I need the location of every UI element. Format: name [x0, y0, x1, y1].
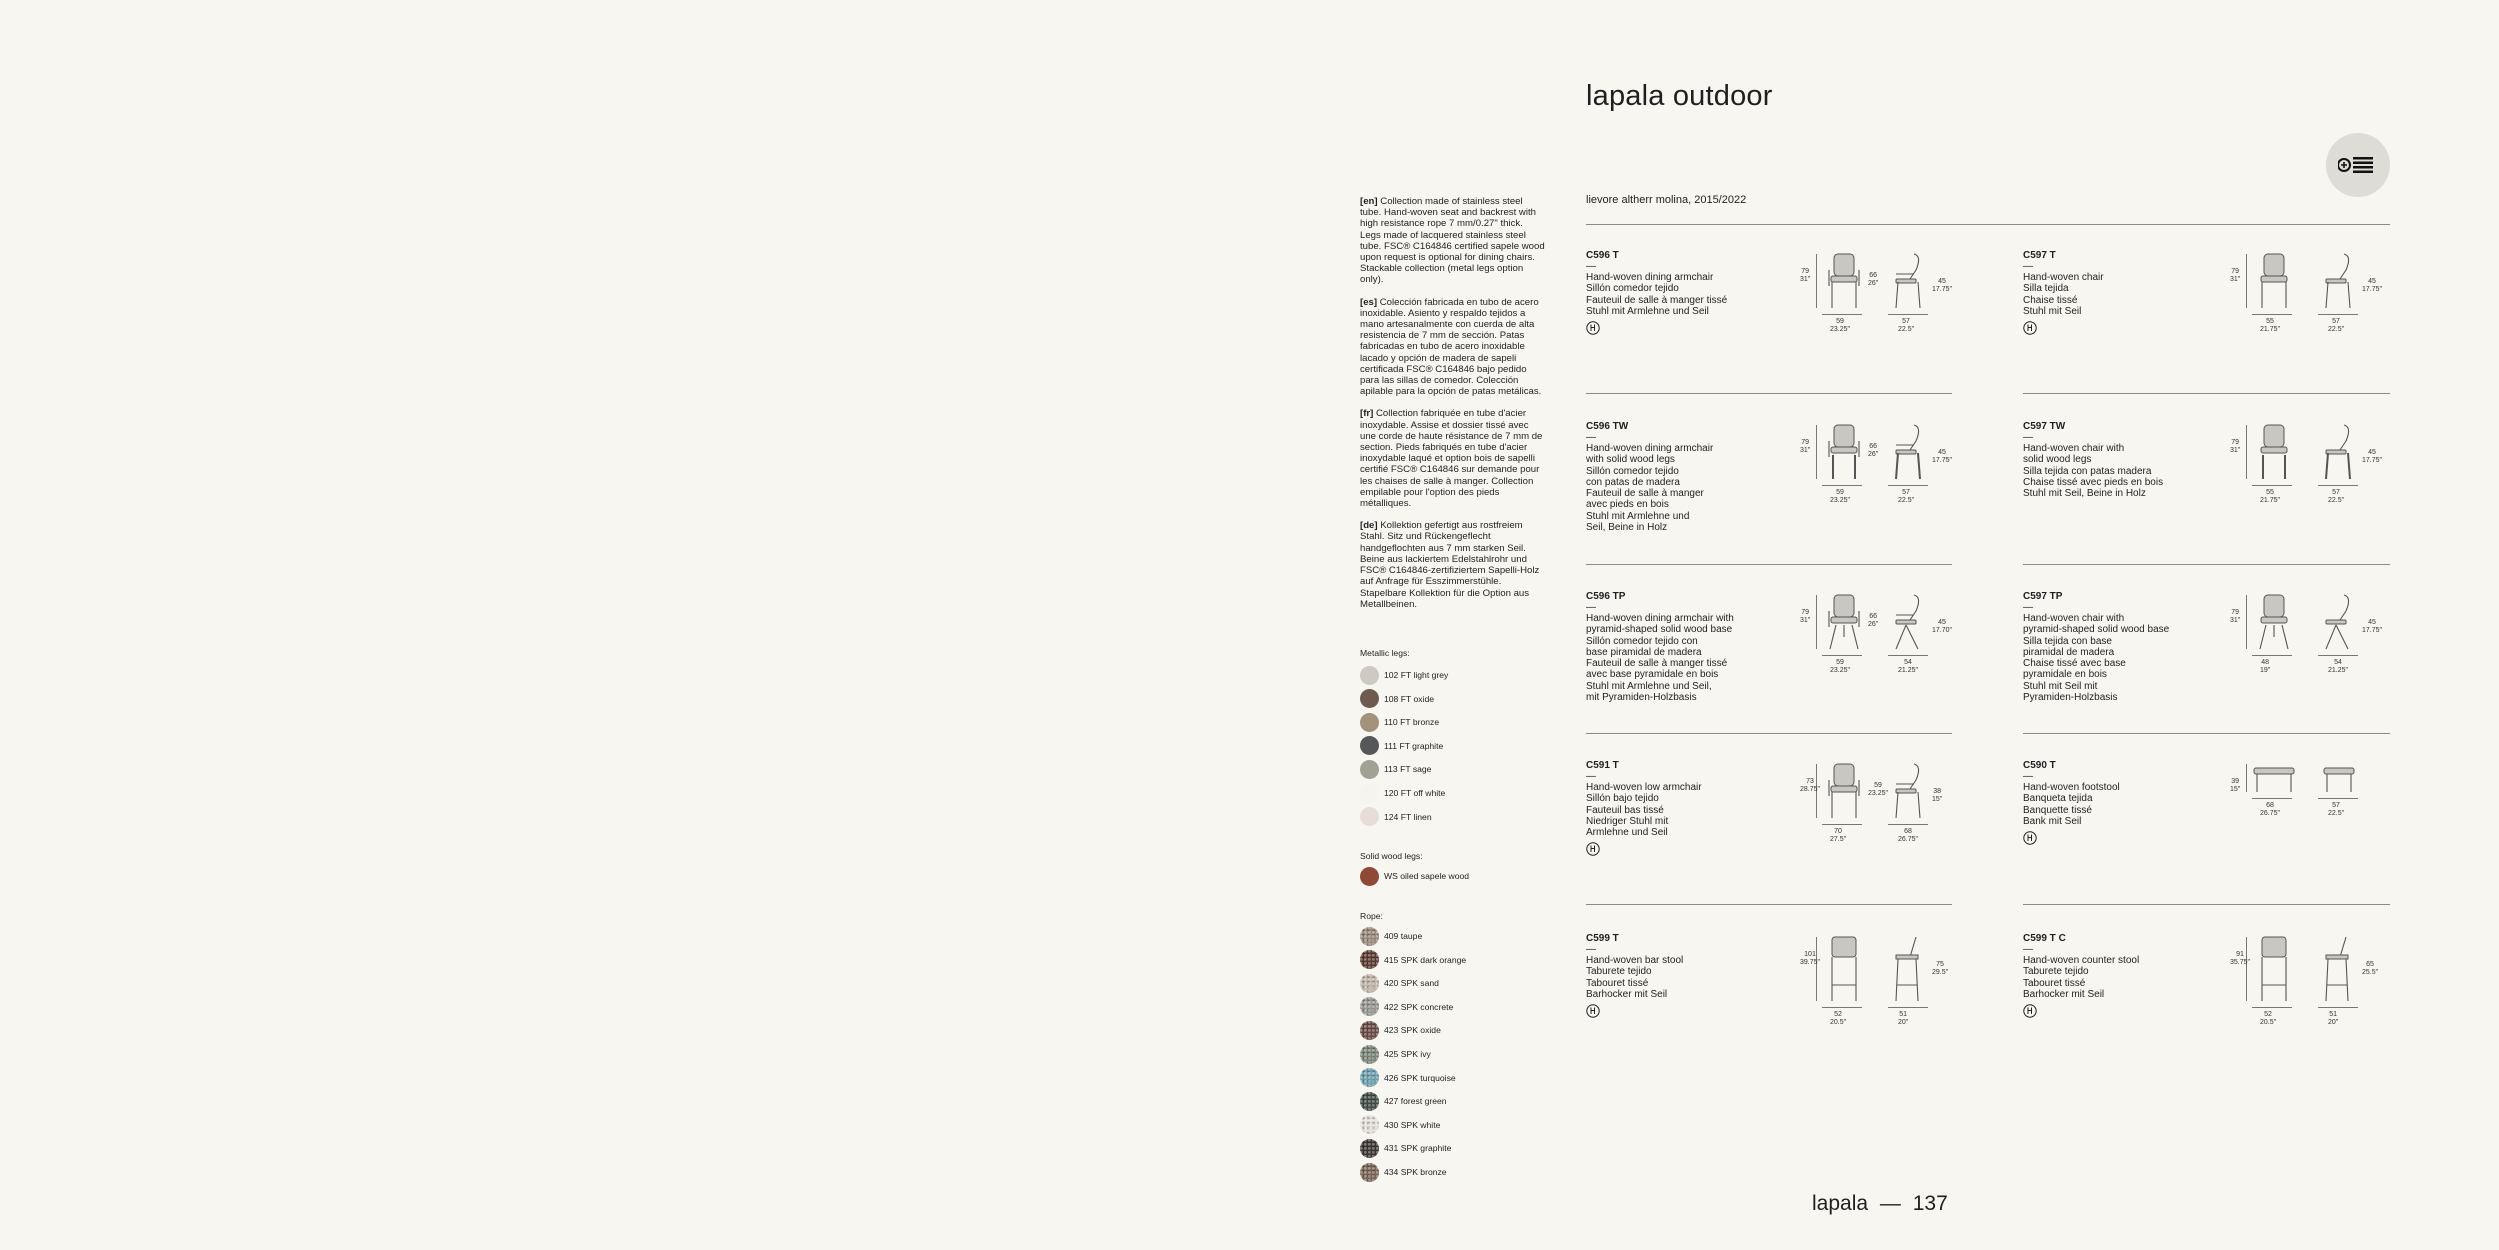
swatch-label: 108 FT oxide — [1384, 693, 1435, 704]
side-view-icon — [1892, 252, 1928, 310]
finish-swatch-item — [1360, 998, 1453, 1016]
dash: — — [2023, 602, 2033, 613]
front-view-icon — [2252, 593, 2296, 651]
width-line — [2252, 655, 2292, 656]
finish-swatch-item — [1360, 1116, 1440, 1134]
footer-brand: lapala — [1812, 1192, 1869, 1215]
height-line — [2246, 254, 2247, 308]
front-view-icon — [1822, 935, 1866, 1003]
width-line — [1822, 824, 1862, 825]
finish-swatch-item — [1360, 760, 1431, 778]
swatch-label: WS oiled sapele wood — [1384, 871, 1470, 881]
dimension-side_h: 65 25.5" — [2362, 961, 2379, 976]
side-view-icon — [1892, 593, 1928, 651]
dimension-w: 59 23.25" — [1830, 318, 1851, 333]
dimension-side_h: 45 17.75" — [2362, 619, 2383, 634]
swatch-label: 102 FT light grey — [1384, 670, 1449, 680]
stackable-icon — [2023, 1004, 2037, 1018]
height-line — [1816, 595, 1817, 649]
finish-swatch-item — [1360, 951, 1466, 969]
award-icon — [2338, 154, 2378, 176]
finish-swatch-item — [1360, 808, 1432, 826]
color-swatch — [1360, 666, 1379, 685]
product-item — [1586, 250, 1786, 340]
page-number: 137 — [1912, 1192, 1948, 1215]
product-divider — [2023, 564, 2390, 565]
dimension-h: 79 31" — [1800, 439, 1811, 454]
color-swatch — [1360, 713, 1379, 732]
depth-line — [1888, 314, 1928, 315]
front-view-icon — [2252, 423, 2296, 481]
stackable-icon — [1586, 842, 1600, 856]
finish-swatch-item — [1360, 867, 1469, 885]
swatch-label: 422 SPK concrete — [1384, 1001, 1454, 1012]
front-view-icon — [2252, 935, 2296, 1003]
front-view-icon — [2252, 252, 2296, 310]
product-divider — [1586, 564, 1952, 565]
product-code: C597 TW — [2023, 421, 2066, 432]
dimension-d: 57 22.5" — [1898, 489, 1915, 504]
height-line — [1816, 937, 1817, 1001]
side-view-icon — [2322, 423, 2358, 481]
depth-line — [2318, 485, 2358, 486]
swatch-label: 415 SPK dark orange — [1384, 954, 1467, 965]
color-swatch — [1360, 689, 1379, 708]
side-view-icon — [2322, 252, 2358, 310]
finish-swatch-item — [1360, 1139, 1451, 1157]
dash: — — [1586, 771, 1596, 782]
description-en: [en] Collection made of stainless steel tube. Hand-woven seat and backrest with high resistance rope 7 mm/0.27" thick. Legs made of lacquered stainless steel tube. FSC® C164846 certified sapele wood upon request is optional for dining chairs. Stackable collection (metal legs option only). — [1360, 196, 1545, 286]
side-view-icon — [2322, 762, 2358, 794]
finish-group-heading: Solid wood legs: — [1360, 851, 1423, 861]
swatch-label: 427 forest green — [1384, 1096, 1447, 1107]
finish-swatch-item — [1360, 1021, 1441, 1039]
width-line — [2252, 314, 2292, 315]
dimension-h: 73 28.75" — [1800, 778, 1821, 793]
product-divider — [2023, 904, 2390, 905]
product-code: C599 T — [1586, 933, 1619, 944]
product-item — [2023, 760, 2223, 850]
dimension-w: 48 19" — [2260, 659, 2271, 674]
product-names: Hand-woven bar stool Taburete tejido Tabouret tissé Barhocker mit Seil — [1586, 955, 1684, 1000]
color-swatch — [1360, 1092, 1379, 1111]
dimension-h: 79 31" — [1800, 609, 1811, 624]
dash: — — [1586, 261, 1596, 272]
product-names: Hand-woven dining armchair Sillón comedor tejido Fauteuil de salle à manger tissé Stuhl mit Armlehne und Seil — [1586, 272, 1728, 317]
swatch-label: 425 SPK ivy — [1384, 1049, 1431, 1059]
dash: — — [2023, 261, 2033, 272]
finish-swatch-item — [1360, 1092, 1447, 1110]
swatch-label: 426 SPK turquoise — [1384, 1072, 1456, 1083]
color-swatch — [1360, 997, 1379, 1016]
dimension-w: 59 23.25" — [1830, 489, 1851, 504]
product-names: Hand-woven chair with pyramid-shaped solid wood base Silla tejida con base piramidal de madera Chaise tissé avec base pyramidale en bois Stuhl mit Seil mit Pyramiden-Holzbasis — [2023, 613, 2170, 704]
design-award-badge — [2326, 133, 2390, 197]
dimension-h: 39 15" — [2230, 778, 2241, 793]
finish-swatch-item — [1360, 1045, 1431, 1063]
finish-group-heading: Rope: — [1360, 911, 1383, 921]
front-view-icon — [2252, 762, 2296, 794]
front-view-icon — [1822, 593, 1866, 651]
product-names: Hand-woven chair with solid wood legs Silla tejida con patas madera Chaise tissé avec pieds en bois Stuhl mit Seil, Beine in Holz — [2023, 443, 2164, 500]
height-line — [2246, 764, 2247, 792]
side-view-icon — [1892, 935, 1928, 1003]
dimension-h: 79 31" — [1800, 268, 1811, 283]
swatch-label: 124 FT linen — [1384, 811, 1432, 822]
dimension-d: 57 22.5" — [2328, 318, 2345, 333]
color-swatch — [1360, 1163, 1379, 1182]
swatch-label: 120 FT off white — [1384, 788, 1446, 798]
front-view-icon — [1822, 252, 1866, 310]
product-names: Hand-woven low armchair Sillón bajo tejido Fauteuil bas tissé Niedriger Stuhl mit Armlehne und Seil — [1586, 782, 1702, 839]
finish-swatch-item — [1360, 974, 1439, 992]
product-divider — [1586, 904, 1952, 905]
color-swatch — [1360, 927, 1379, 946]
height-line — [2246, 595, 2247, 649]
swatch-label: 113 FT sage — [1384, 764, 1432, 775]
product-divider — [2023, 393, 2390, 394]
finish-swatch-item — [1360, 690, 1434, 708]
color-swatch — [1360, 974, 1379, 993]
dimension-w: 70 27.5" — [1830, 828, 1847, 843]
product-drawing — [1822, 935, 1942, 1021]
finish-swatch-item — [1360, 784, 1445, 802]
product-code: C596 TP — [1586, 591, 1626, 602]
color-swatch — [1360, 736, 1379, 755]
color-swatch — [1360, 1139, 1379, 1158]
width-line — [2252, 798, 2292, 799]
product-divider — [2023, 733, 2390, 734]
product-names: Hand-woven counter stool Taburete tejido Tabouret tissé Barhocker mit Seil — [2023, 955, 2140, 1000]
dimension-seat_h: 66 26" — [1868, 272, 1879, 287]
height-line — [2246, 937, 2247, 1001]
front-view-icon — [1822, 762, 1866, 820]
color-swatch — [1360, 867, 1379, 886]
swatch-label: 111 FT graphite — [1384, 740, 1444, 751]
swatch-label: 423 SPK oxide — [1384, 1025, 1441, 1036]
product-item — [1586, 591, 1786, 703]
dimension-w: 55 21.75" — [2260, 318, 2281, 333]
product-code: C597 TP — [2023, 591, 2063, 602]
finish-swatch-item — [1360, 1163, 1447, 1181]
product-code: C597 T — [2023, 250, 2056, 261]
dimension-seat_h: 59 23.25" — [1868, 782, 1889, 797]
dash: — — [1586, 602, 1596, 613]
finish-swatch-item — [1360, 1069, 1456, 1087]
dash: — — [2023, 432, 2033, 443]
width-line — [2252, 1007, 2292, 1008]
swatch-label: 434 SPK bronze — [1384, 1167, 1447, 1177]
side-view-icon — [2322, 935, 2358, 1003]
height-line — [1816, 254, 1817, 308]
product-code: C599 T C — [2023, 933, 2066, 944]
finish-swatch-item — [1360, 737, 1443, 755]
dimension-h: 79 31" — [2230, 439, 2241, 454]
product-divider — [1586, 733, 1952, 734]
product-item — [2023, 591, 2223, 703]
product-names: Hand-woven dining armchair with solid wood legs Sillón comedor tejido con patas de madera Fauteuil de salle à manger avec pieds en bois Stuhl mit Armlehne und Seil, Beine in Holz — [1586, 443, 1714, 534]
depth-line — [2318, 655, 2358, 656]
stackable-icon — [2023, 321, 2037, 335]
finish-swatch-item — [1360, 927, 1422, 945]
product-names: Hand-woven footstool Banqueta tejida Banquette tissé Bank mit Seil — [2023, 782, 2120, 827]
dash: — — [1586, 944, 1596, 955]
dimension-h: 79 31" — [2230, 268, 2241, 283]
width-line — [1822, 655, 1862, 656]
stackable-icon — [2023, 831, 2037, 845]
product-item — [2023, 421, 2223, 499]
product-divider — [1586, 393, 1952, 394]
depth-line — [2318, 798, 2358, 799]
dimension-h: 101 39.75" — [1800, 951, 1821, 966]
finish-swatch-item — [1360, 713, 1439, 731]
description-fr: [fr] Collection fabriquée en tube d'acier inoxydable. Assise et dossier tissé avec une corde de haute résistance de 7 mm de section. Pieds fabriqués en tube d'acier inoxydable laqué et option bois de sapelli certifié FSC® C164846 sur demande pour les chaises de salle à manger. Collection empilable pour l'option des pieds métalliques. — [1360, 408, 1543, 510]
product-code: C591 T — [1586, 760, 1619, 771]
product-item — [2023, 933, 2223, 1023]
dimension-w: 59 23.25" — [1830, 659, 1851, 674]
color-swatch — [1360, 807, 1379, 826]
dimension-d: 57 22.5" — [1898, 318, 1915, 333]
stackable-icon — [1586, 1004, 1600, 1018]
page-footer — [1812, 1192, 1948, 1216]
front-view-icon — [1822, 423, 1866, 481]
side-view-icon — [1892, 423, 1928, 481]
dimension-side_h: 45 17.75" — [2362, 449, 2383, 464]
color-swatch — [1360, 1021, 1379, 1040]
product-code: C590 T — [2023, 760, 2056, 771]
swatch-label: 409 taupe — [1384, 931, 1423, 941]
dash: — — [1586, 432, 1596, 443]
footer-separator: — — [1879, 1192, 1901, 1215]
stackable-icon — [1586, 321, 1600, 335]
header-divider — [1586, 224, 2390, 225]
finish-group-heading: Metallic legs: — [1360, 648, 1410, 658]
swatch-label: 420 SPK sand — [1384, 978, 1439, 989]
finish-swatch-item — [1360, 666, 1448, 684]
depth-line — [1888, 485, 1928, 486]
color-swatch — [1360, 1115, 1379, 1134]
dimension-w: 68 26.75" — [2260, 802, 2281, 817]
product-item — [2023, 250, 2223, 340]
color-swatch — [1360, 950, 1379, 969]
depth-line — [2318, 314, 2358, 315]
description-es: [es] Colección fabricada en tubo de acero inoxidable. Asiento y respaldo tejidos a mano artesanalmente con cuerda de alta resistencia de 7 mm de sección. Patas fabricadas en tubo de acero inoxidable lacado y opción de madera de sapeli certificada FSC® C164846 bajo pedido para las sillas de comedor. Colección apilable para la opción de patas metálicas. — [1360, 296, 1542, 398]
dimension-d: 51 20" — [1898, 1011, 1909, 1026]
dimension-w: 55 21.75" — [2260, 489, 2281, 504]
width-line — [1822, 485, 1862, 486]
product-code: C596 T — [1586, 250, 1619, 261]
product-item — [1586, 421, 1786, 533]
dimension-side_h: 45 17.75" — [1932, 449, 1953, 464]
product-item — [1586, 933, 1786, 1023]
product-item — [1586, 760, 1786, 861]
dash: — — [2023, 944, 2033, 955]
depth-line — [1888, 655, 1928, 656]
dimension-d: 57 22.5" — [2328, 802, 2345, 817]
description-column — [1360, 196, 1545, 621]
swatch-label: 430 SPK white — [1384, 1119, 1441, 1130]
dimension-seat_h: 66 26" — [1868, 613, 1879, 628]
swatch-label: 431 SPK graphite — [1384, 1143, 1452, 1154]
dimension-w: 52 20.5" — [2260, 1011, 2277, 1026]
dimension-side_h: 45 17.75" — [2362, 278, 2383, 293]
product-names: Hand-woven chair Silla tejida Chaise tissé Stuhl mit Seil — [2023, 272, 2104, 317]
dimension-seat_h: 66 26" — [1868, 443, 1879, 458]
dimension-side_h: 38 15" — [1932, 788, 1943, 803]
depth-line — [2318, 1007, 2358, 1008]
dimension-d: 57 22.5" — [2328, 489, 2345, 504]
dimension-d: 68 26.75" — [1898, 828, 1919, 843]
product-code: C596 TW — [1586, 421, 1629, 432]
dimension-side_h: 75 29.5" — [1932, 961, 1949, 976]
dimension-side_h: 45 17.70" — [1932, 619, 1953, 634]
dimension-h: 91 35.75" — [2230, 951, 2251, 966]
description-de: [de] Kollektion gefertigt aus rostfreiem Stahl. Sitz und Rückengeflecht handgeflochten aus 7 mm starken Seil. Beine aus lackiertem Edelstahlrohr und FSC® C164846-zertifiziertem Sapelli-Holz auf Anfrage für Esszimmerstühle. Stapelbare Kollektion für die Option aus Metallbeinen. — [1360, 520, 1540, 610]
width-line — [2252, 485, 2292, 486]
dimension-d: 54 21.25" — [1898, 659, 1919, 674]
side-view-icon — [1892, 762, 1928, 820]
dimension-d: 51 20" — [2328, 1011, 2339, 1026]
designer-credit: lievore altherr molina, 2015/2022 — [1586, 194, 1747, 206]
width-line — [1822, 314, 1862, 315]
dimension-side_h: 45 17.75" — [1932, 278, 1953, 293]
width-line — [1822, 1007, 1862, 1008]
color-swatch — [1360, 760, 1379, 779]
depth-line — [1888, 824, 1928, 825]
dimension-w: 52 20.5" — [1830, 1011, 1847, 1026]
dimension-h: 79 31" — [2230, 609, 2241, 624]
page-title: lapala outdoor — [1586, 80, 1773, 112]
side-view-icon — [2322, 593, 2358, 651]
color-swatch — [1360, 1045, 1379, 1064]
dash: — — [2023, 771, 2033, 782]
swatch-label: 110 FT bronze — [1384, 717, 1440, 728]
product-names: Hand-woven dining armchair with pyramid-shaped solid wood base Sillón comedor tejido con base piramidal de madera Fauteuil de salle à manger tissé avec base pyramidale en bois Stuhl mit Armlehne und Seil, mit Pyramiden-Holzbasis — [1586, 613, 1734, 704]
height-line — [1816, 425, 1817, 479]
height-line — [2246, 425, 2247, 479]
dimension-d: 54 21.25" — [2328, 659, 2349, 674]
color-swatch — [1360, 784, 1379, 803]
depth-line — [1888, 1007, 1928, 1008]
color-swatch — [1360, 1068, 1379, 1087]
product-drawing — [2252, 935, 2372, 1021]
